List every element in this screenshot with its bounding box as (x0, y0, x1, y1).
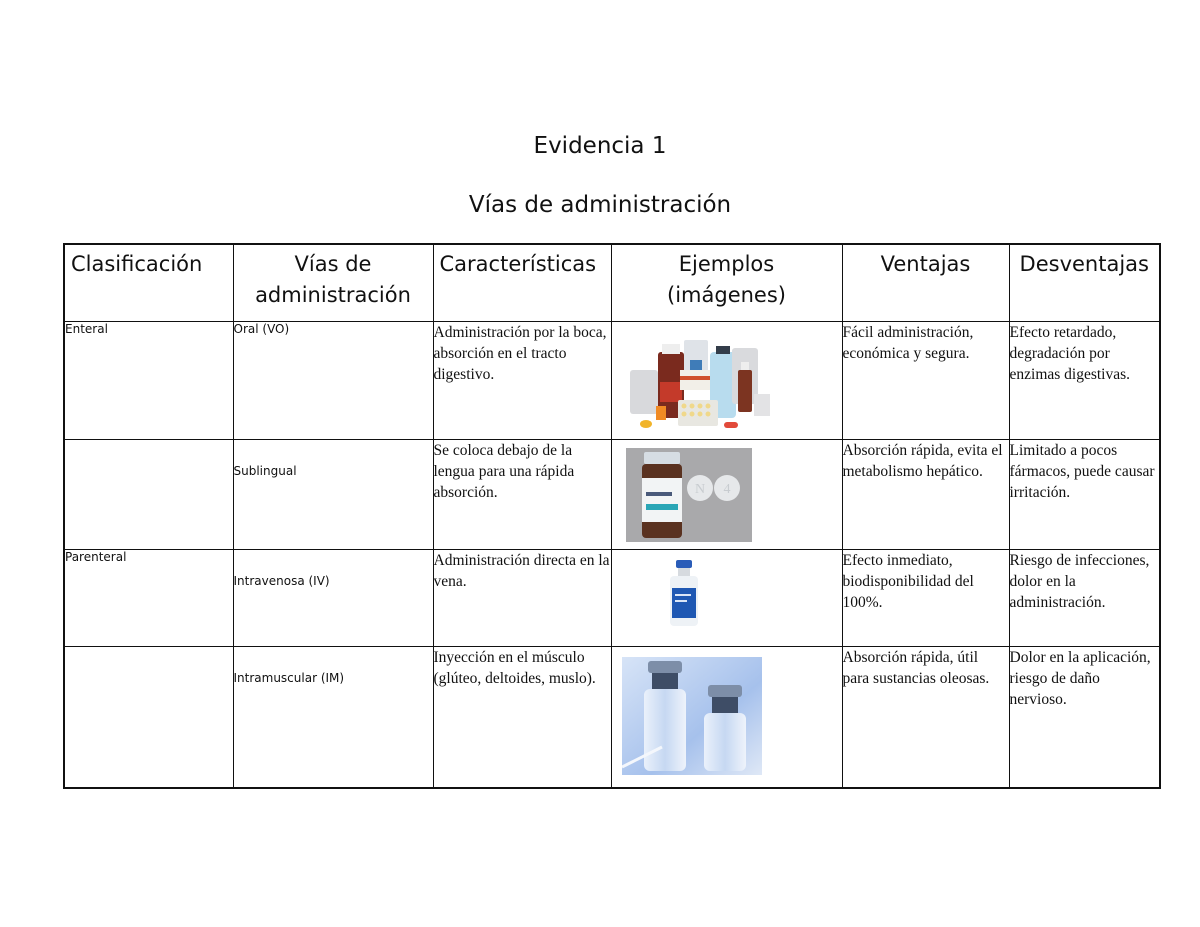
pill-bottle-and-tablets-image (626, 448, 752, 542)
cell-ventajas: Absorción rápida, útil para sustancias oleosas. (842, 646, 1009, 788)
cell-ejemplo (611, 646, 842, 788)
table-header-row (64, 244, 1160, 321)
header-vias: Vías de administración (233, 244, 433, 321)
document-title: Evidencia 1 (533, 133, 667, 159)
cell-desventajas: Dolor en la aplicación, riesgo de daño nervioso. (1009, 646, 1160, 788)
cell-ventajas: Fácil administración, económica y segura. (842, 321, 1009, 439)
cell-ventajas: Efecto inmediato, biodisponibilidad del 100%. (842, 549, 1009, 646)
cell-via: Intramuscular (IM) (233, 646, 433, 788)
cell-clasificacion (64, 646, 233, 788)
cell-desventajas: Limitado a pocos fármacos, puede causar irritación. (1009, 439, 1160, 549)
assorted-medicines-image (620, 330, 782, 434)
cell-clasificacion: Enteral (64, 321, 233, 439)
cell-via: Oral (VO) (233, 321, 433, 439)
header-caracteristicas: Características (433, 244, 611, 321)
header-clasificacion: Clasificación (64, 244, 233, 321)
injection-vial-image (664, 558, 704, 630)
cell-ejemplo (611, 321, 842, 439)
cell-via: Intravenosa (IV) (233, 549, 433, 646)
cell-caracteristicas: Inyección en el músculo (glúteo, deltoides, muslo). (433, 646, 611, 788)
header-ventajas: Ventajas (842, 244, 1009, 321)
cell-ejemplo (611, 439, 842, 549)
document-subtitle: Vías de administración (468, 192, 732, 218)
cell-via: Sublingual (233, 439, 433, 549)
cell-ventajas: Absorción rápida, evita el metabolismo hepático. (842, 439, 1009, 549)
cell-desventajas: Efecto retardado, degradación por enzimas digestivas. (1009, 321, 1160, 439)
table-row (64, 646, 1160, 788)
cell-clasificacion (64, 439, 233, 549)
header-desventajas: Desventajas (1009, 244, 1160, 321)
cell-desventajas: Riesgo de infecciones, dolor en la administración. (1009, 549, 1160, 646)
table-row (64, 321, 1160, 439)
header-ejemplos: Ejemplos (imágenes) (611, 244, 842, 321)
administration-routes-table (63, 243, 1161, 789)
table-row (64, 549, 1160, 646)
svg-text:4: 4 (723, 481, 730, 497)
cell-caracteristicas: Administración directa en la vena. (433, 549, 611, 646)
cell-ejemplo (611, 549, 842, 646)
cell-caracteristicas: Administración por la boca, absorción en el tracto digestivo. (433, 321, 611, 439)
glass-vials-image (622, 657, 762, 775)
cell-caracteristicas: Se coloca debajo de la lengua para una rápida absorción. (433, 439, 611, 549)
cell-clasificacion: Parenteral (64, 549, 233, 646)
svg-text:N: N (694, 481, 705, 497)
table-row (64, 439, 1160, 549)
